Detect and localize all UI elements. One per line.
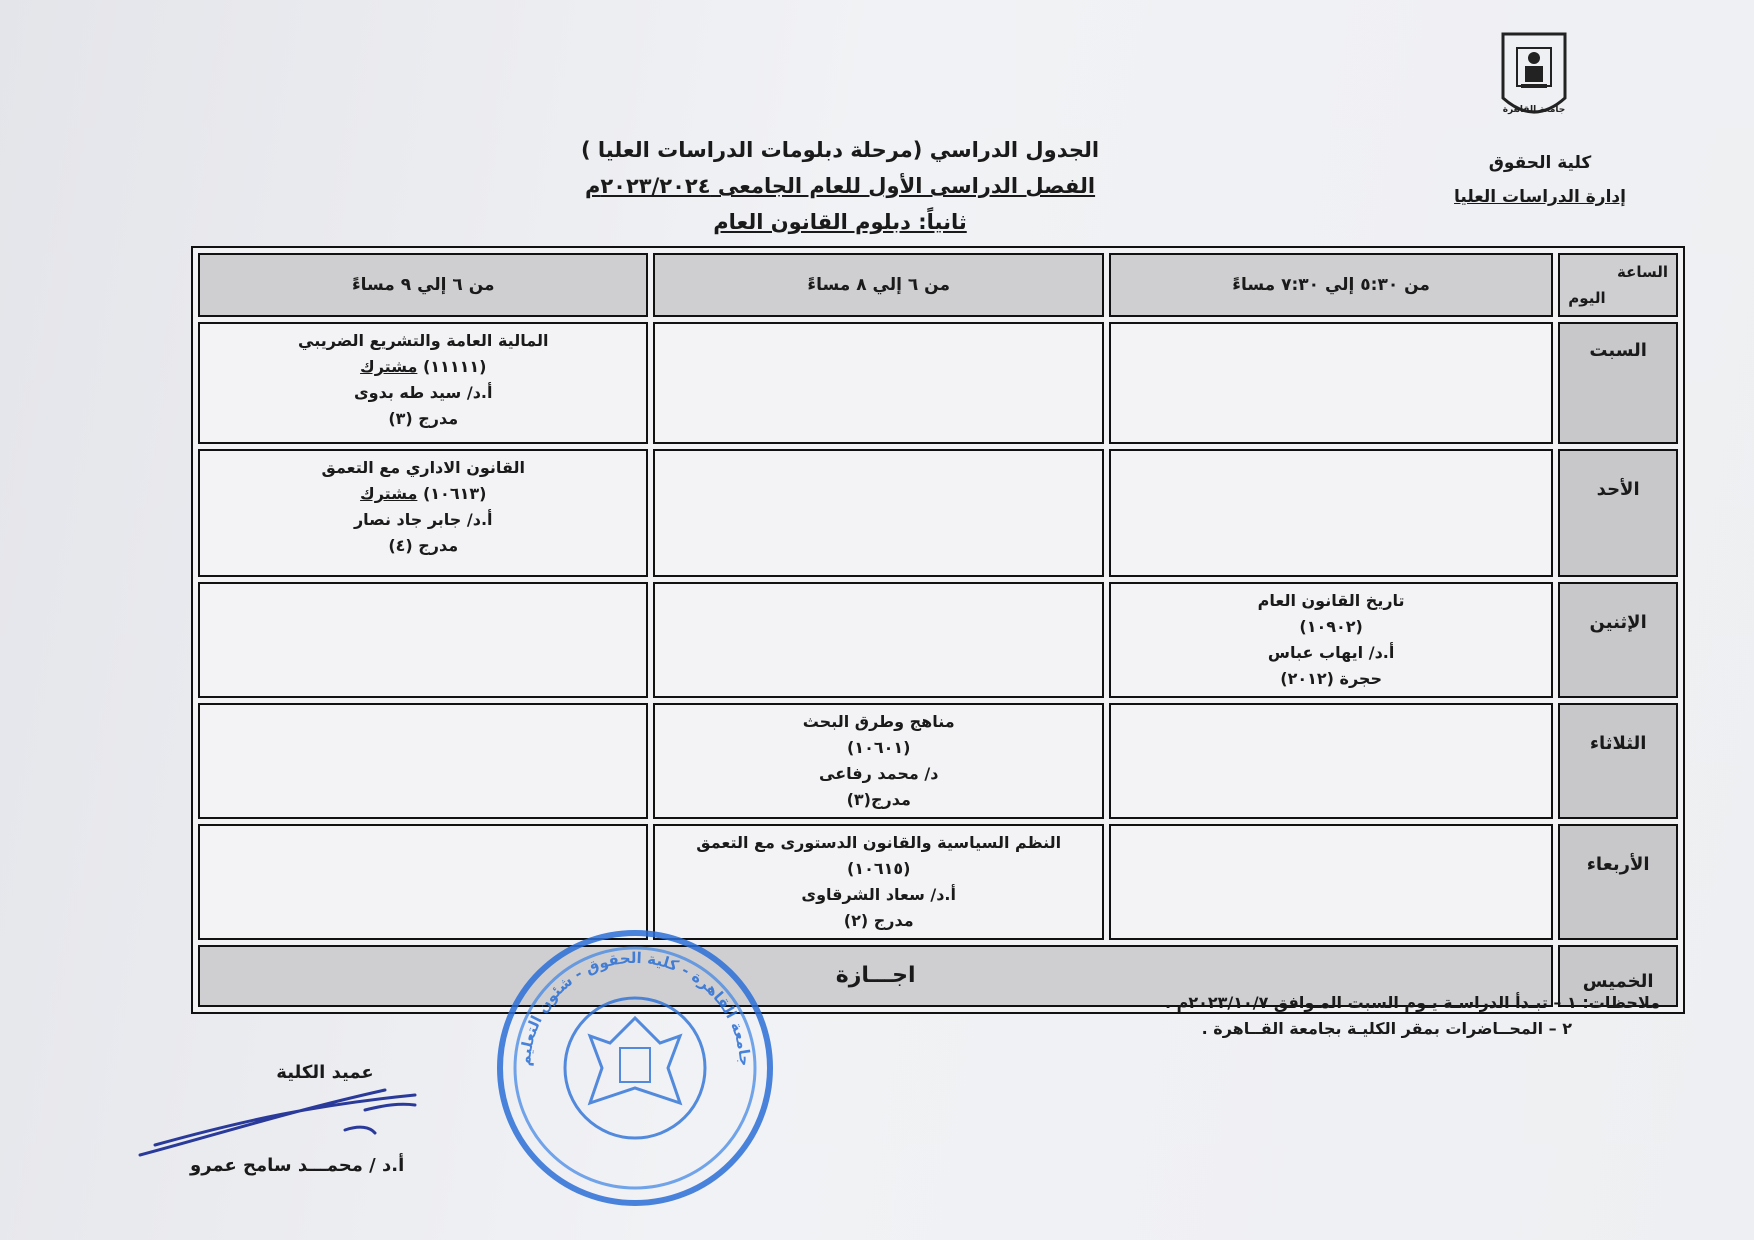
day-cell: الأربعاء xyxy=(1558,824,1678,940)
university-logo-icon xyxy=(1495,28,1573,128)
schedule-cell xyxy=(198,582,648,698)
notes xyxy=(1040,990,1660,1042)
corner-cell xyxy=(1558,253,1678,317)
course-name: النظم السياسية والقانون الدستورى مع التعمق xyxy=(696,833,1062,852)
title-line-1: الجدول الدراسي (مرحلة دبلومات الدراسات العليا ) xyxy=(580,138,1100,162)
department-name: إدارة الدراسات العليا xyxy=(1454,187,1626,207)
instructor: أ.د/ جابر جاد نصار xyxy=(353,510,493,529)
schedule-cell xyxy=(653,703,1103,819)
instructor: أ.د/ سعاد الشرقاوى xyxy=(801,885,956,904)
day-cell: السبت xyxy=(1558,322,1678,444)
schedule-cell xyxy=(1109,582,1553,698)
dean-name: أ.د / محمـــد سامح عمرو xyxy=(190,1155,405,1176)
official-stamp-icon xyxy=(490,918,780,1218)
room: مدرج (٤) xyxy=(388,536,459,555)
schedule-cell xyxy=(198,449,648,577)
dean-title: عميد الكلية xyxy=(276,1062,374,1083)
stamp-text: جامعة القاهرة - كلية الحقوق - شئون التعليم xyxy=(515,948,755,1067)
course-code-line xyxy=(206,481,640,507)
schedule-cell xyxy=(1109,322,1553,444)
faculty-header xyxy=(1440,146,1640,214)
day-cell: الخميس xyxy=(1558,945,1678,1007)
shared-label: مشترك xyxy=(360,484,418,503)
course-name: المالية العامة والتشريع الضريبي xyxy=(298,331,549,350)
schedule-cell xyxy=(653,582,1103,698)
instructor: أ.د/ سيد طه بدوى xyxy=(354,383,493,402)
room: مدرج (٣) xyxy=(388,409,459,428)
note-line-2: ٢ – المحــاضرات بمقر الكليـة بجامعة القــاهرة . xyxy=(1201,1019,1572,1038)
course-code: (١١١١١) xyxy=(422,357,487,376)
title-line-2: الفصل الدراسى الأول للعام الجامعى ٢٠٢٣/٢٠٢٤م xyxy=(584,174,1096,198)
schedule-table xyxy=(191,246,1685,1014)
column-header: من ٦ إلي ٨ مساءً xyxy=(653,253,1103,317)
shared-label: مشترك xyxy=(360,357,418,376)
schedule-cell xyxy=(653,322,1103,444)
document-titles xyxy=(560,132,1120,240)
corner-day-label: اليوم xyxy=(1568,289,1606,307)
corner-hour-label: الساعة xyxy=(1616,263,1668,281)
course-code: (١٠٩٠٢) xyxy=(1299,617,1363,636)
course-code: (١٠٦١٥) xyxy=(846,859,911,878)
handwritten-signature-icon xyxy=(135,1075,435,1170)
svg-text:جامعة القاهرة - كلية الحقوق - xyxy=(516,949,754,1067)
course-name: مناهج وطرق البحث xyxy=(802,712,955,731)
holiday-cell: اجـــازة xyxy=(198,945,1553,1007)
instructor: أ.د/ ايهاب عباس xyxy=(1267,643,1395,662)
course-name: القانون الاداري مع التعمق xyxy=(321,458,525,477)
schedule-cell xyxy=(1109,824,1553,940)
schedule-cell xyxy=(198,322,648,444)
column-header: من ٥:٣٠ إلي ٧:٣٠ مساءً xyxy=(1109,253,1553,317)
room: حجرة (٢٠١٢) xyxy=(1280,669,1382,688)
faculty-name: كلية الحقوق xyxy=(1488,153,1592,173)
course-code: (١٠٦٠١) xyxy=(846,738,911,757)
table-row xyxy=(198,449,1678,577)
course-name: تاريخ القانون العام xyxy=(1257,591,1405,610)
table-row xyxy=(198,824,1678,940)
title-line-3: ثانياً: دبلوم القانون العام xyxy=(713,210,967,234)
note-line-1: ملاحظات: ١ – تبـدأ الدراسـة يـوم السبت المـوافق ٢٠٢٣/١٠/٧م . xyxy=(1164,993,1660,1012)
header-row xyxy=(198,253,1678,317)
room: مدرج (٢) xyxy=(843,911,914,930)
table-row xyxy=(198,322,1678,444)
schedule-cell xyxy=(1109,703,1553,819)
instructor: د/ محمد رفاعى xyxy=(819,764,939,783)
schedule-cell xyxy=(1109,449,1553,577)
schedule-cell xyxy=(653,449,1103,577)
column-header: من ٦ إلي ٩ مساءً xyxy=(198,253,648,317)
schedule-cell xyxy=(198,703,648,819)
room: مدرج(٣) xyxy=(846,790,911,809)
table-row xyxy=(198,703,1678,819)
table-row xyxy=(198,582,1678,698)
day-cell: الإثنين xyxy=(1558,582,1678,698)
course-code: (١٠٦١٣) xyxy=(422,484,487,503)
course-code-line xyxy=(206,354,640,380)
day-cell: الثلاثاء xyxy=(1558,703,1678,819)
logo-caption: جامعة القاهرة xyxy=(1502,105,1566,115)
day-cell: الأحد xyxy=(1558,449,1678,577)
